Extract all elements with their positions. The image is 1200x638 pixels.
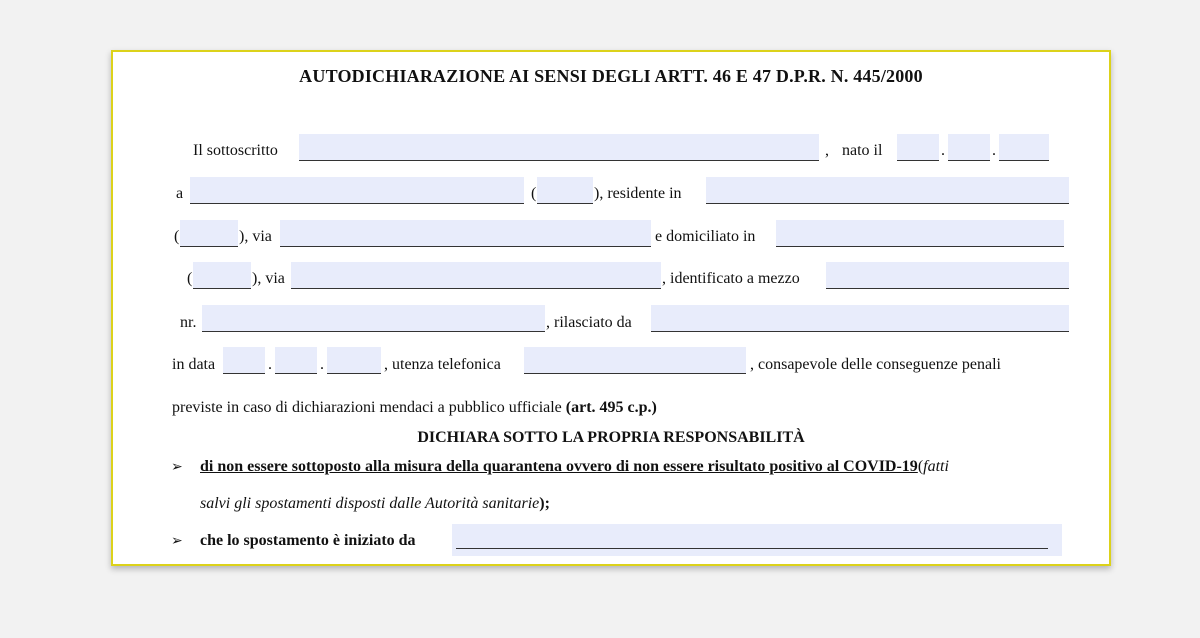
field-nascita-anno[interactable] xyxy=(999,134,1049,161)
label-via: ), via xyxy=(239,228,272,245)
field-utenza-telefonica[interactable] xyxy=(524,347,746,374)
field-rilascio-mese[interactable] xyxy=(275,347,317,374)
label-previste xyxy=(172,399,657,417)
field-rilasciato-da[interactable] xyxy=(651,305,1069,332)
field-underline xyxy=(456,548,1048,549)
label-rilasciato: , rilasciato da xyxy=(546,314,632,331)
previste-text: previste in caso di dichiarazioni mendaci a pubblico ufficiale xyxy=(172,399,562,416)
label-paren-open: ( xyxy=(187,270,193,287)
field-comune-residenza[interactable] xyxy=(706,177,1069,204)
label-sottoscritto: Il sottoscritto xyxy=(193,142,278,159)
field-rilascio-anno[interactable] xyxy=(327,347,381,374)
label-residente: ), residente in xyxy=(594,185,682,202)
field-luogo-nascita[interactable] xyxy=(190,177,524,204)
field-provincia-nascita[interactable] xyxy=(537,177,593,204)
date-separator: . xyxy=(268,356,272,373)
label-paren-open: ( xyxy=(174,228,180,245)
field-nome-sottoscritto[interactable] xyxy=(299,134,819,161)
field-nascita-mese[interactable] xyxy=(948,134,990,161)
label-a: a xyxy=(176,185,184,202)
field-comune-domicilio[interactable] xyxy=(776,220,1064,247)
label-paren-open: ( xyxy=(531,185,537,202)
item-end: ); xyxy=(539,495,550,512)
form-title: AUTODICHIARAZIONE AI SENSI DEGLI ARTT. 46 E 47 D.P.R. N. 445/2000 xyxy=(299,66,923,86)
field-documento-identita[interactable] xyxy=(826,262,1069,289)
field-nascita-giorno[interactable] xyxy=(897,134,939,161)
form-document xyxy=(111,50,1111,566)
bullet-arrow-icon: ➢ xyxy=(171,534,183,549)
article-reference: (art. 495 c.p.) xyxy=(565,399,657,416)
item-paren: ( xyxy=(917,458,924,475)
field-numero-documento[interactable] xyxy=(202,305,545,332)
label-spostamento: che lo spostamento è iniziato da xyxy=(200,532,416,549)
label-domiciliato: e domiciliato in xyxy=(655,228,756,245)
label-via: ), via xyxy=(252,270,285,287)
label-consapevole: , consapevole delle conseguenze penali xyxy=(750,356,1001,373)
date-separator: . xyxy=(992,142,996,159)
field-rilascio-giorno[interactable] xyxy=(223,347,265,374)
item-italic-fatti: fatti xyxy=(923,458,949,475)
label-comma: , xyxy=(825,142,829,159)
item-quarantena-bold: di non essere sottoposto alla misura della quarantena ovvero di non essere risultato positivo al COVID-19 xyxy=(200,458,918,475)
label-identificato: , identificato a mezzo xyxy=(662,270,800,287)
field-via-residenza[interactable] xyxy=(280,220,651,247)
item-italic-salvi: salvi gli spostamenti disposti dalle Autorità sanitarie xyxy=(200,495,540,512)
field-provincia-domicilio[interactable] xyxy=(193,262,251,289)
item-quarantena xyxy=(200,458,949,476)
field-provincia-residenza[interactable] xyxy=(180,220,238,247)
date-separator: . xyxy=(320,356,324,373)
label-utenza: , utenza telefonica xyxy=(384,356,501,373)
bullet-arrow-icon: ➢ xyxy=(171,460,183,475)
label-nr: nr. xyxy=(180,314,197,331)
label-in-data: in data xyxy=(172,356,216,373)
field-via-domicilio[interactable] xyxy=(291,262,661,289)
date-separator: . xyxy=(941,142,945,159)
field-inizio-spostamento[interactable] xyxy=(452,524,1062,556)
dichiara-heading: DICHIARA SOTTO LA PROPRIA RESPONSABILITÀ xyxy=(417,429,805,446)
label-nato-il: nato il xyxy=(842,142,883,159)
item-quarantena-cont xyxy=(200,495,550,513)
